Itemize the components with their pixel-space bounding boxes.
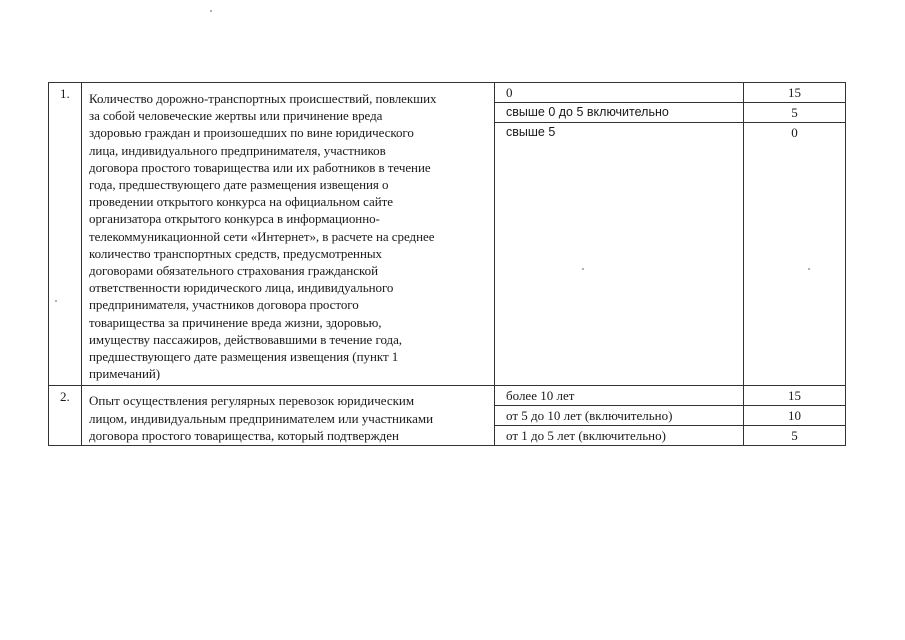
- scan-speck: [55, 300, 57, 302]
- criterion-points: 15: [744, 386, 846, 406]
- criterion-points: 0: [744, 122, 846, 386]
- criterion-points: 10: [744, 406, 846, 426]
- criterion-value: свыше 0 до 5 включительно: [495, 102, 744, 122]
- table-row: [49, 386, 846, 406]
- scan-speck: [210, 10, 212, 12]
- criterion-value: свыше 5: [495, 122, 744, 386]
- row-number: 1.: [49, 83, 82, 386]
- table-row: [49, 83, 846, 103]
- criterion-value: от 5 до 10 лет (включительно): [495, 406, 744, 426]
- scan-speck: [582, 268, 584, 270]
- scan-speck: [808, 268, 810, 270]
- criterion-value: 0: [495, 83, 744, 103]
- row-number: 2.: [49, 386, 82, 446]
- criterion-value: более 10 лет: [495, 386, 744, 406]
- criterion-points: 5: [744, 426, 846, 446]
- criterion-value: от 1 до 5 лет (включительно): [495, 426, 744, 446]
- criteria-table: [48, 82, 846, 446]
- criterion-points: 5: [744, 102, 846, 122]
- criterion-description: Количество дорожно-транспортных происшествий, повлекших за собой человеческие жертвы или причинение вреда здоровью граждан и произошедших по вине юридического лица, индивидуального предпринимателя, участников договора простого товарищества или их работников в течение года, предшествующего дате размещения извещения о проведении открытого конкурса на официальном сайте организатора открытого конкурса в информационно- телекоммуникационной сети «Интернет», в расчете на среднее количество транспортных средств, предусмотренных договорами обязательного страхования гражданской ответственности юридического лица, индивидуального предпринимателя, участников договора простого товарищества за причинение вреда жизни, здоровью, имуществу пассажиров, действовавшими в течение года, предшествующего дате размещения извещения (пункт 1 примечаний): [82, 83, 495, 386]
- criterion-description: Опыт осуществления регулярных перевозок юридическим лицом, индивидуальным предпринимателем или участниками договора простого товарищества, который подтвержден: [82, 386, 495, 446]
- criterion-points: 15: [744, 83, 846, 103]
